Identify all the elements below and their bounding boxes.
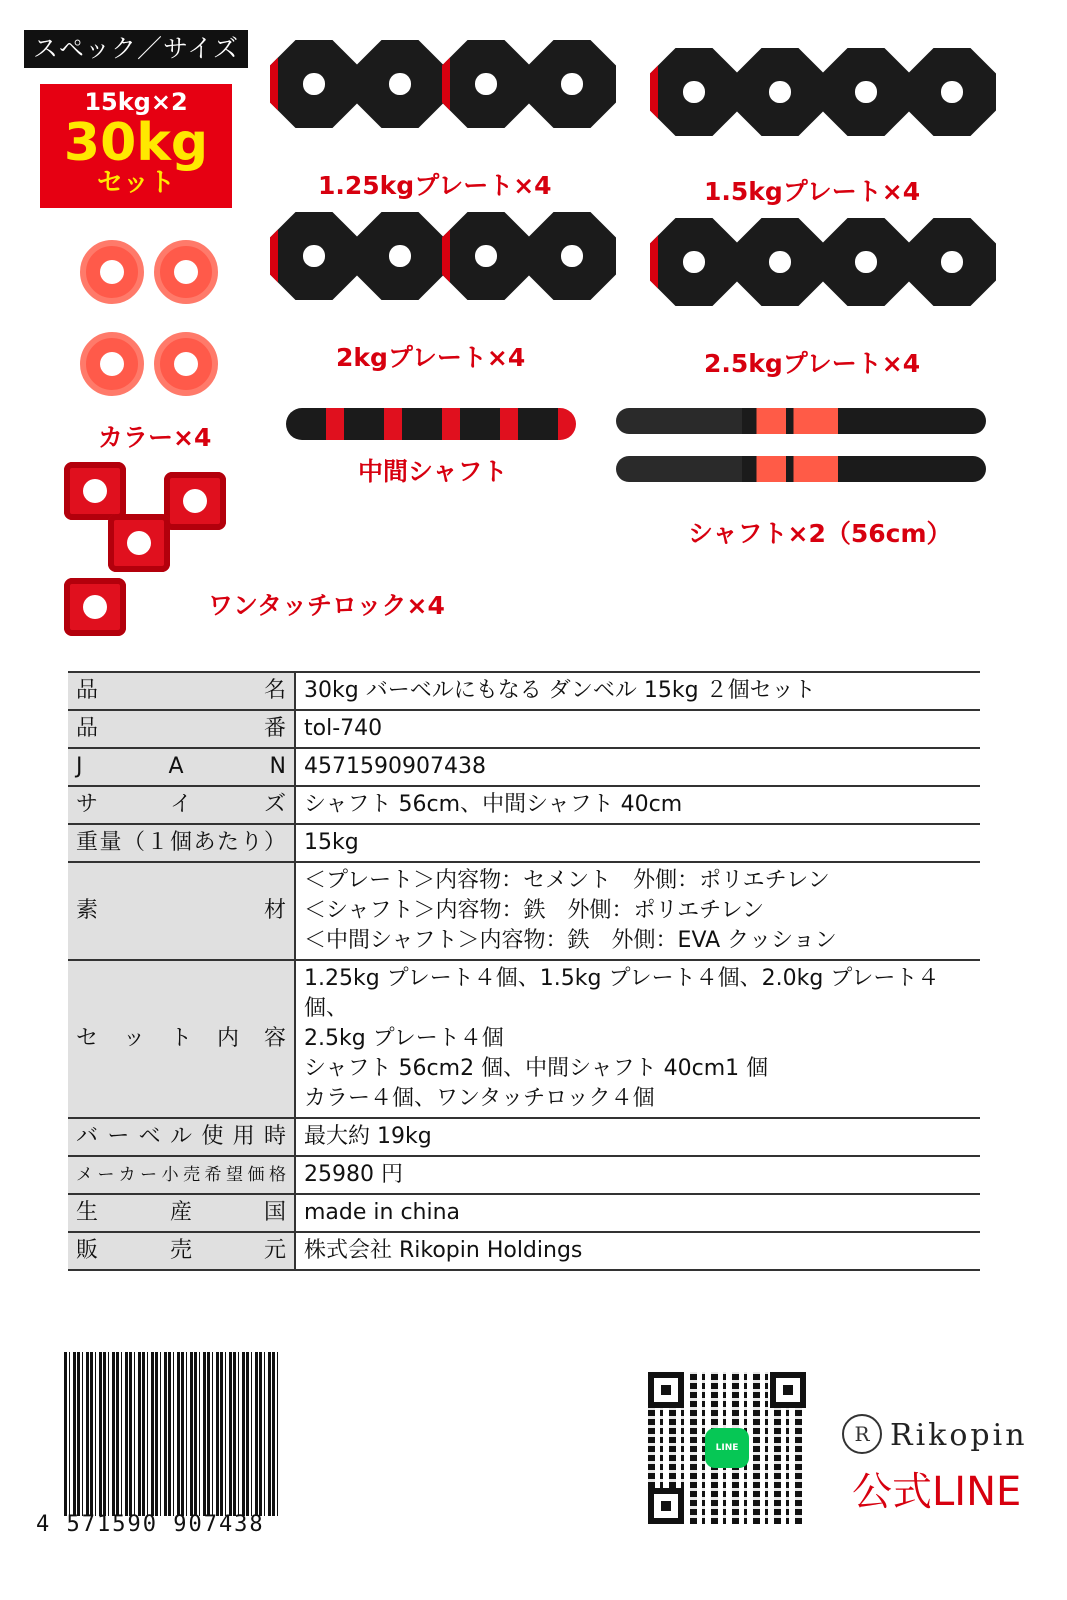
brand-name: Rikopin (890, 1418, 1028, 1453)
spec-label: 販 売 元 (68, 1232, 295, 1270)
plate-25-image (650, 218, 994, 306)
spec-value: made in china (295, 1194, 980, 1232)
table-row (68, 960, 980, 1118)
table-row (68, 672, 980, 710)
set-badge-set: セット (96, 168, 175, 198)
mid-shaft-image (286, 408, 576, 440)
collar-caption: カラー×4 (98, 423, 212, 452)
plate-2-image (270, 212, 614, 300)
official-line-label: 公式LINE (852, 1469, 1022, 1515)
spec-value: 1.25kg プレート４個、1.5kg プレート４個、2.0kg プレート４個、 2.5kg プレート４個 シャフト 56cm2 個、中間シャフト 40cm1 個 カラー４個、ワンタッチロック４個 (295, 960, 980, 1118)
spec-label: サ イ ズ (68, 786, 295, 824)
spec-label: メーカー小売希望価格 (68, 1156, 295, 1194)
spec-value: ＜プレート＞内容物：セメント 外側：ポリエチレン ＜シャフト＞内容物：鉄 外側：ポリエチレン ＜中間シャフト＞内容物：鉄 外側：EVA クッション (295, 862, 980, 960)
barcode (64, 1352, 278, 1516)
set-badge-per-unit: 15kg×2 (84, 88, 188, 116)
plate-2-caption: 2kgプレート×4 (336, 343, 526, 372)
plate-125-image (270, 40, 614, 128)
shaft-caption: シャフト×2（56cm） (688, 519, 952, 548)
plate-125-caption: 1.25kgプレート×4 (318, 171, 552, 200)
spec-label: セ ッ ト 内 容 (68, 960, 295, 1118)
plate-25-caption: 2.5kgプレート×4 (704, 349, 921, 378)
spec-label: バーベル使用時 (68, 1118, 295, 1156)
table-row (68, 824, 980, 862)
spec-label: 生 産 国 (68, 1194, 295, 1232)
spec-label: 品 名 (68, 672, 295, 710)
spec-label: 重量（１個あたり） (68, 824, 295, 862)
spec-value: 25980 円 (295, 1156, 980, 1194)
line-qr-code[interactable] (648, 1372, 806, 1524)
spec-label: J A N (68, 748, 295, 786)
spec-value: tol-740 (295, 710, 980, 748)
spec-value: シャフト 56cm、中間シャフト 40cm (295, 786, 980, 824)
spec-label: 素 材 (68, 862, 295, 960)
table-row (68, 1118, 980, 1156)
spec-label: 品 番 (68, 710, 295, 748)
table-row (68, 862, 980, 960)
plate-15-image (650, 48, 994, 136)
spec-value: 15kg (295, 824, 980, 862)
mid-shaft-caption: 中間シャフト (358, 457, 508, 486)
table-row (68, 710, 980, 748)
table-row (68, 1232, 980, 1270)
spec-table (68, 671, 980, 1271)
spec-value: 株式会社 Rikopin Holdings (295, 1232, 980, 1270)
table-row (68, 1156, 980, 1194)
section-title: スペック／サイズ (24, 30, 248, 68)
line-icon: LINE (705, 1428, 749, 1468)
table-row (68, 786, 980, 824)
table-row (68, 748, 980, 786)
set-badge (40, 84, 232, 208)
spec-value: 最大約 19kg (295, 1118, 980, 1156)
barcode-number: 4 571590 907438 (36, 1512, 265, 1537)
one-touch-lock-caption: ワンタッチロック×4 (208, 591, 445, 620)
brand-logo-icon: R (842, 1414, 882, 1454)
table-row (68, 1194, 980, 1232)
spec-value: 4571590907438 (295, 748, 980, 786)
plate-15-caption: 1.5kgプレート×4 (704, 177, 921, 206)
spec-value: 30kg バーベルにもなる ダンベル 15kg ２個セット (295, 672, 980, 710)
set-badge-total: 30kg (63, 113, 209, 173)
